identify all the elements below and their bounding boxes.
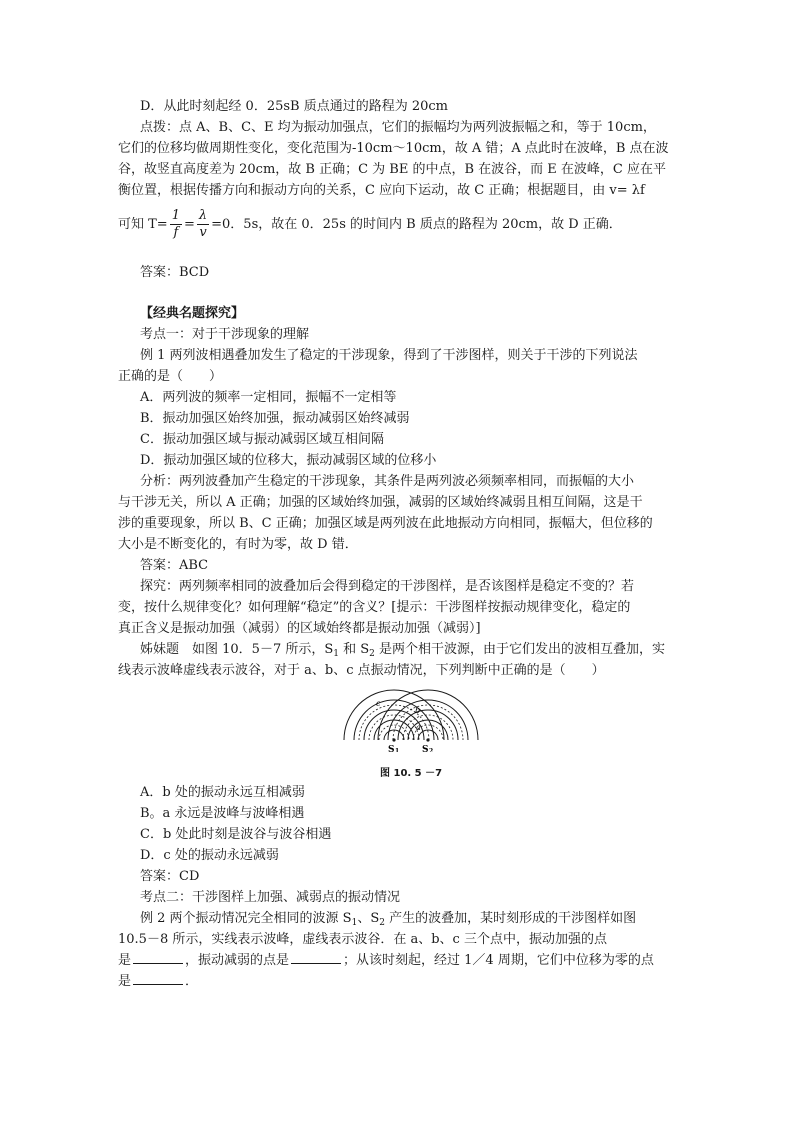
s1-trough-1 xyxy=(379,725,409,740)
explore-line-1: 探究：两列频率相同的波叠加后会得到稳定的干涉图样，是否该图样是稳定不变的？若 xyxy=(140,579,635,594)
text-segment: 是两个相干波源，由于它们发出的波相互叠加，实 xyxy=(374,642,666,657)
text-segment: 姊妹题 如图 10．5－7 所示，S xyxy=(140,642,334,657)
text-segment: 是 xyxy=(118,953,132,968)
example-1-option-c: C．振动加强区域与振动减弱区域互相间隔 xyxy=(140,432,384,447)
sister-option-a: A．b 处的振动永远互相减弱 xyxy=(140,785,305,800)
example-1-answer: 答案：ABC xyxy=(140,558,209,573)
hint-line-1: 点拨：点 A、B、C、E 均为振动加强点，它们的振幅均为两列波振幅之和，等于 10cm， xyxy=(140,120,656,135)
explore-line-3: 真正含义是振动加强（减弱）的区域始终都是振动加强（减弱）] xyxy=(118,621,481,636)
explore-line-2: 变，按什么规律变化？如何理解“稳定”的含义？[提示：干涉图样按振动规律变化，稳定的 xyxy=(118,600,631,615)
fraction-lambda-over-v xyxy=(197,208,209,241)
hint-line-4: 衡位置，根据传播方向和振动方向的关系，C 应向下运动，故 C 正确；根据题目，由 v= λf xyxy=(118,183,645,198)
example-2-line-3 xyxy=(118,950,688,971)
subscript: 2 xyxy=(369,649,375,659)
topic-1-title: 考点一：对于干涉现象的理解 xyxy=(140,327,310,342)
blank-zero-displacement xyxy=(133,972,183,985)
fraction-denominator: v xyxy=(199,225,207,240)
hint-line-2: 它们的位移均做周期性变化，变化范围为-10cm～10cm，故 A 错；A 点此时在波峰，B 点在波 xyxy=(118,141,669,156)
sister-problem-line-2: 线表示波峰虚线表示波谷，对于 a、b、c 点振动情况，下列判断中正确的是（ ） xyxy=(118,663,605,678)
equals-sign: = xyxy=(183,217,195,232)
sister-option-c: C．b 处此时刻是波谷与波谷相遇 xyxy=(140,827,332,842)
point-b-label: b xyxy=(415,706,421,715)
formula-prefix: 可知 T= xyxy=(118,217,168,232)
hint-line-3: 谷，故竖直高度差为 20cm，故 B 正确；C 为 BE 的中点，B 在波谷，而 E 在波峰，C 应在平 xyxy=(118,162,667,177)
point-c-label: c xyxy=(376,699,381,708)
example-1-option-a: A．两列波的频率一定相同，振幅不一定相等 xyxy=(140,390,397,405)
s1-source-dot xyxy=(392,738,395,741)
figure-caption: 图 10. 5 －7 xyxy=(380,768,443,779)
text-segment: 例 2 两个振动情况完全相同的波源 S xyxy=(140,911,352,926)
blank-weak-points xyxy=(291,951,341,964)
s2-label: S xyxy=(422,745,429,752)
analysis-line-3: 涉的重要现象，所以 B、C 正确；加强区域是两列波在此地振动方向相同，振幅大，但位移的 xyxy=(118,516,653,531)
subscript: 2 xyxy=(379,918,385,928)
analysis-line-4: 大小是不断变化的，有时为零，故 D 错． xyxy=(118,537,358,552)
example-2-line-4 xyxy=(118,971,688,992)
formula-line xyxy=(118,208,688,242)
analysis-line-1: 分析：两列波叠加产生稳定的干涉现象，其条件是两列波必须频率相同，而振幅的大小 xyxy=(140,474,635,489)
sister-answer: 答案：CD xyxy=(140,869,200,884)
text-segment: ，振动减弱的点是 xyxy=(185,953,290,968)
example-1-option-b: B．振动加强区始终加强，振动减弱区始终减弱 xyxy=(140,411,410,426)
sister-option-b: B。a 永远是波峰与波峰相遇 xyxy=(140,806,305,821)
fraction-numerator: λ xyxy=(198,208,208,223)
text-segment: 是 xyxy=(118,974,132,989)
s2-source-dot xyxy=(426,738,429,741)
fraction-numerator: 1 xyxy=(171,208,180,223)
subscript: 1 xyxy=(351,918,358,928)
s1-subscript: 1 xyxy=(395,748,400,752)
fraction-denominator: f xyxy=(173,225,179,240)
blank-strong-points xyxy=(133,951,183,964)
example-1-line-1: 例 1 两列波相遇叠加发生了稳定的干涉现象，得到了干涉图样，则关于干涉的下列说法 xyxy=(140,348,638,363)
example-1-option-d: D．振动加强区域的位移大，振动减弱区域的位移小 xyxy=(140,453,437,468)
fraction-1-over-f xyxy=(170,208,182,241)
analysis-line-2: 与干涉无关，所以 A 正确；加强的区域始终加强，减弱的区域始终减弱且相互间隔，这是干 xyxy=(118,495,643,510)
s1-label: S xyxy=(388,745,395,752)
text-segment: 和 S xyxy=(339,642,370,657)
interference-figure xyxy=(338,686,498,752)
subscript: 1 xyxy=(333,649,339,659)
example-2-line-2: 10.5－8 所示，实线表示波峰，虚线表示波谷．在 a、b、c 三个点中，振动加强的点 xyxy=(118,932,607,947)
text-segment: ；从该时刻起，经过 1／4 周期，它们中位移为零的点 xyxy=(343,953,654,968)
point-a-label: a xyxy=(416,723,421,732)
text-segment: 、S xyxy=(357,911,380,926)
example-1-line-2: 正确的是（ ） xyxy=(118,369,223,384)
text-segment: ． xyxy=(185,974,199,989)
option-d-line: D．从此时刻起经 0．25sB 质点通过的路程为 20cm xyxy=(140,99,449,114)
answer-line: 答案：BCD xyxy=(140,265,210,280)
s2-subscript: 2 xyxy=(429,748,434,752)
sister-option-d: D．c 处的振动永远减弱 xyxy=(140,848,279,863)
section-heading: 【经典名题探究】 xyxy=(140,306,245,321)
text-segment: 产生的波叠加，某时刻形成的干涉图样如图 xyxy=(384,911,637,926)
topic-2-title: 考点二：干涉图样上加强、减弱点的振动情况 xyxy=(140,890,401,905)
formula-suffix: =0．5s，故在 0．25s 的时间内 B 质点的路程为 20cm，故 D 正确． xyxy=(211,217,622,232)
